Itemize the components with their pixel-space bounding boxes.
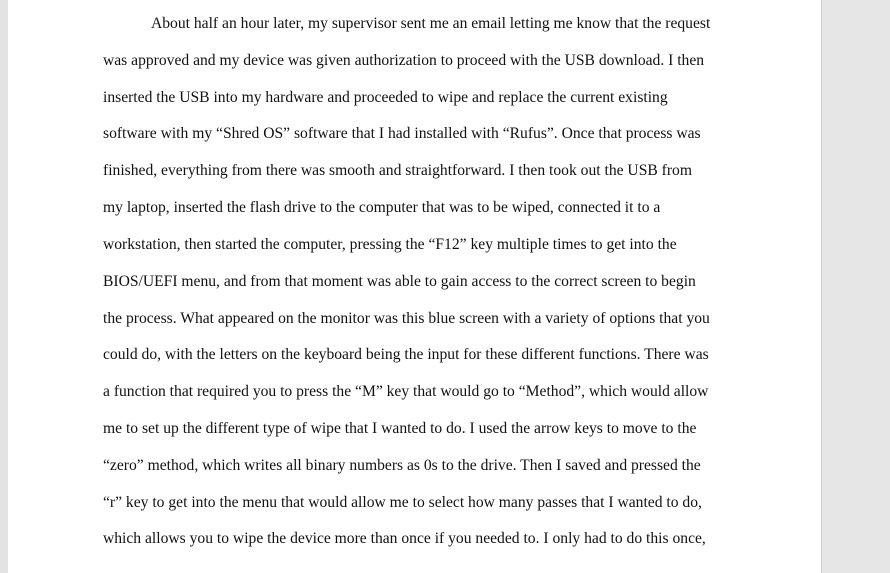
right-canvas-area <box>822 0 890 573</box>
document-page[interactable] <box>8 0 822 573</box>
paragraph-line-12: me to set up the different type of wipe that I wanted to do. I used the arrow keys to move to the <box>103 420 697 437</box>
paragraph-line-9: the process. What appeared on the monitor was this blue screen with a variety of options that you <box>103 310 710 327</box>
paragraph-line-15: which allows you to wipe the device more than once if you needed to. I only had to do this once, <box>103 530 706 547</box>
left-gutter <box>0 0 8 573</box>
paragraph-line-3: inserted the USB into my hardware and proceeded to wipe and replace the current existing <box>103 89 668 106</box>
paragraph-line-7: workstation, then started the computer, pressing the “F12” key multiple times to get into the <box>103 236 677 253</box>
paragraph-line-8: BIOS/UEFI menu, and from that moment was able to gain access to the correct screen to begin <box>103 273 696 290</box>
paragraph-line-13: “zero” method, which writes all binary numbers as 0s to the drive. Then I saved and pressed the <box>103 457 701 474</box>
paragraph-line-5: finished, everything from there was smooth and straightforward. I then took out the USB from <box>103 162 692 179</box>
paragraph-line-6: my laptop, inserted the flash drive to the computer that was to be wiped, connected it to a <box>103 199 661 216</box>
paragraph-line-1: About half an hour later, my supervisor sent me an email letting me know that the request <box>151 15 711 32</box>
paragraph-line-14: “r” key to get into the menu that would allow me to select how many passes that I wanted to do, <box>103 494 702 511</box>
paragraph-line-4: software with my “Shred OS” software that I had installed with “Rufus”. Once that process was <box>103 125 701 142</box>
paragraph-line-2: was approved and my device was given authorization to proceed with the USB download. I then <box>103 52 705 69</box>
paragraph-line-10: could do, with the letters on the keyboard being the input for these different functions. There was <box>103 346 709 363</box>
paragraph-line-11: a function that required you to press the “M” key that would go to “Method”, which would allow <box>103 383 709 400</box>
